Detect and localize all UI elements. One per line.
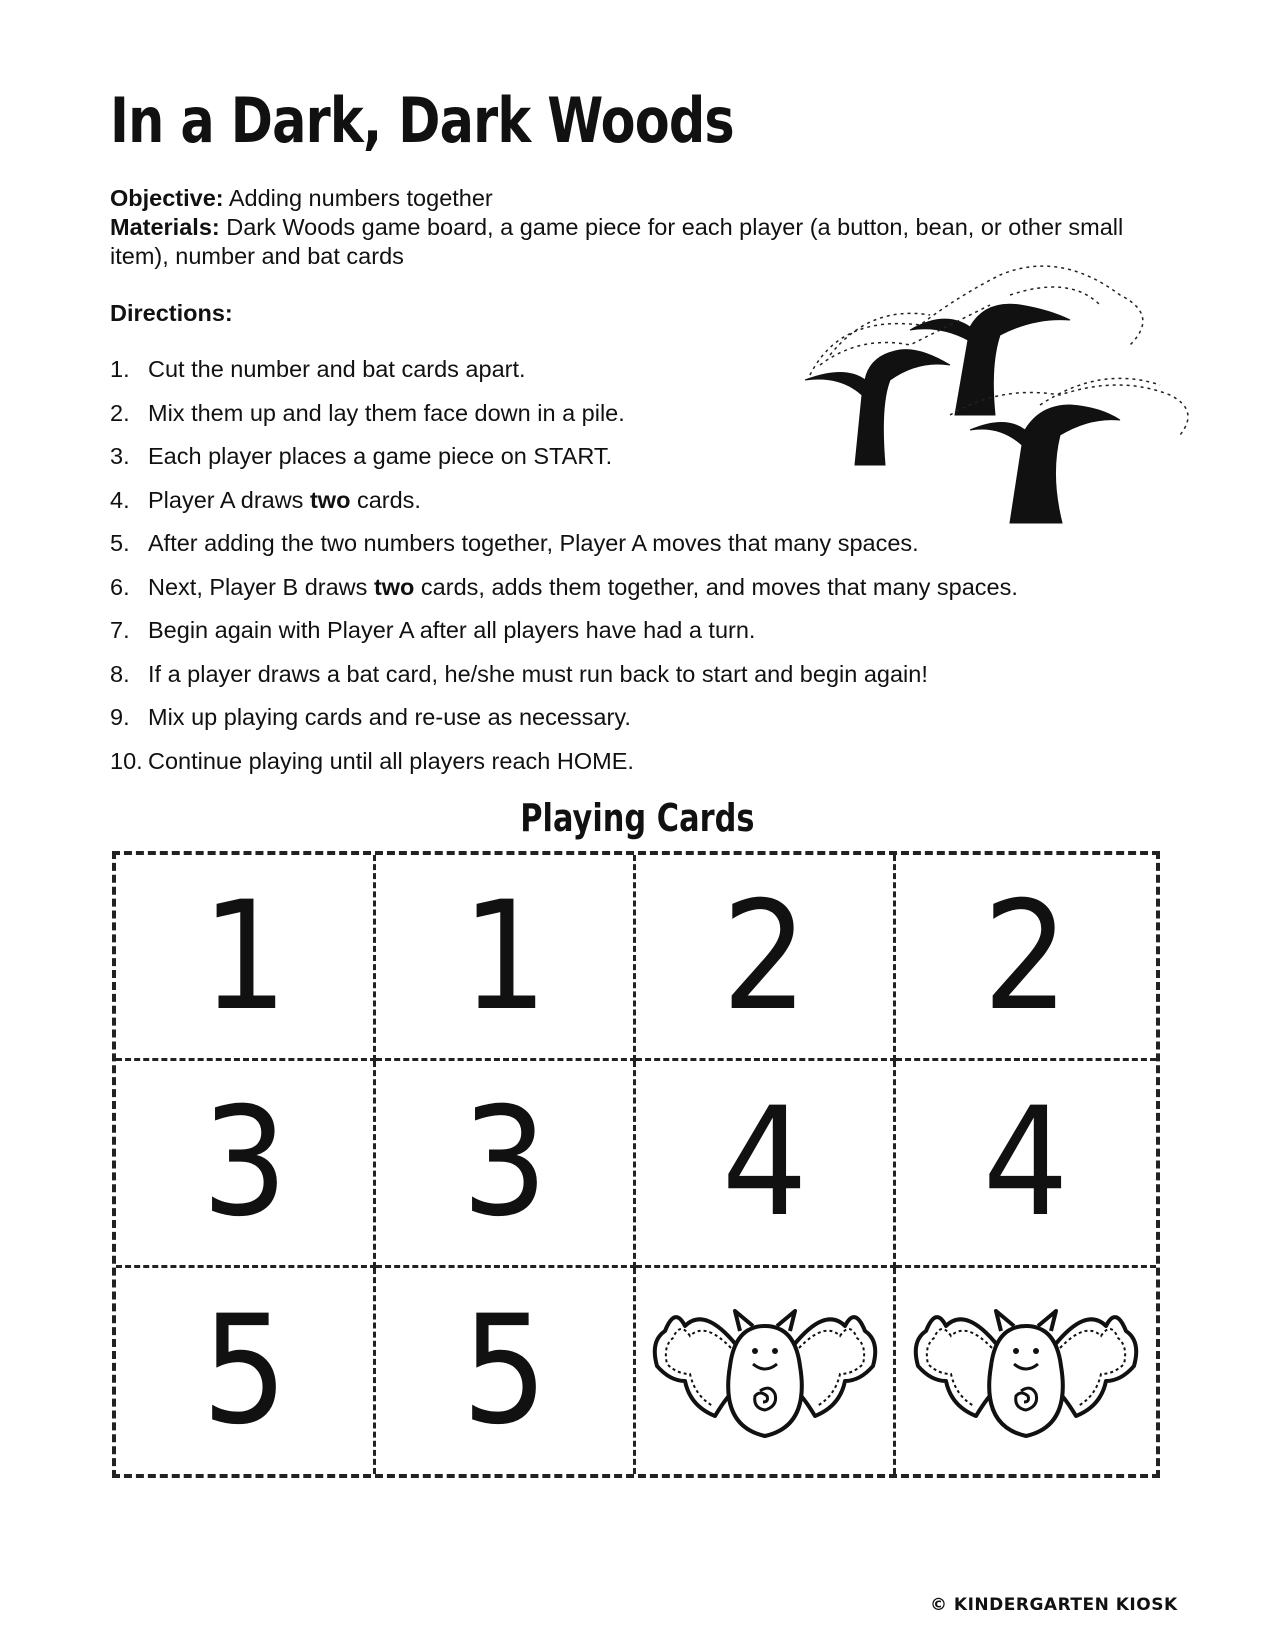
- card-number: 1: [201, 869, 288, 1044]
- step-text: [148, 748, 634, 792]
- card-number: 3: [201, 1075, 288, 1250]
- bat-card: [896, 1268, 1156, 1474]
- step-text: [148, 487, 421, 531]
- number-card: [376, 855, 636, 1061]
- direction-step: [110, 748, 1018, 792]
- step-text: [148, 443, 612, 487]
- bat-card: [636, 1268, 896, 1474]
- card-number: 4: [721, 1075, 808, 1250]
- step-emphasis: two: [373, 573, 415, 600]
- step-text: [148, 356, 526, 400]
- number-card: [636, 1061, 896, 1267]
- step-number: 7.: [110, 617, 130, 643]
- objective-text: Adding numbers together: [228, 185, 493, 211]
- card-number: 1: [461, 869, 548, 1044]
- step-text: [148, 661, 928, 705]
- objective-label: Objective:: [110, 185, 224, 211]
- step-text-part: cards.: [350, 486, 421, 513]
- cards-heading-text: Playing Cards: [520, 796, 755, 840]
- number-card: [376, 1061, 636, 1267]
- direction-step: [110, 574, 1018, 618]
- step-text-part: Mix them up and lay them face down in a pile.: [148, 399, 625, 426]
- step-text-part: cards, adds them together, and moves that many spaces.: [414, 573, 1018, 600]
- step-text: [148, 617, 755, 661]
- directions-heading: Directions:: [110, 300, 233, 326]
- step-text-part: Begin again with Player A after all players have had a turn.: [148, 617, 756, 643]
- materials-label: Materials:: [110, 214, 220, 240]
- step-text-part: Next, Player B draws: [148, 573, 374, 600]
- step-text-part: Each player places a game piece on START.: [148, 443, 613, 469]
- step-number: 5.: [110, 530, 130, 556]
- number-card: [896, 1061, 1156, 1267]
- number-card: [116, 855, 376, 1061]
- step-text-part: Cut the number and bat cards apart.: [148, 356, 526, 382]
- step-number: 6.: [110, 573, 130, 600]
- step-number: 10.: [110, 747, 143, 774]
- number-card: [116, 1268, 376, 1474]
- copyright-footer: © KINDERGARTEN KIOSK: [930, 1595, 1178, 1615]
- card-number: 4: [983, 1075, 1069, 1250]
- step-emphasis: two: [309, 486, 351, 513]
- step-number: 8.: [110, 660, 130, 687]
- step-number: 9.: [110, 704, 130, 730]
- step-number: 1.: [110, 356, 130, 382]
- page-title: In a Dark, Dark Woods: [110, 84, 734, 157]
- trees-illustration: [800, 255, 1210, 555]
- step-text-part: Continue playing until all players reach HOME.: [148, 747, 634, 774]
- materials-text: Dark Woods game board, a game piece for each player (a button, bean, or other small item), number and bat cards: [110, 214, 1124, 269]
- direction-step: [110, 661, 1018, 705]
- direction-step: [110, 704, 1018, 748]
- objective-line: [110, 184, 1130, 213]
- step-text-part: Player A draws: [148, 486, 310, 513]
- step-text-part: After adding the two numbers together, Player A moves that many spaces.: [148, 530, 919, 556]
- step-number: 4.: [110, 486, 130, 513]
- playing-cards-grid: [112, 851, 1160, 1478]
- cards-heading: [0, 796, 1275, 840]
- number-card: [116, 1061, 376, 1267]
- direction-step: [110, 617, 1018, 661]
- card-number: 2: [721, 869, 808, 1044]
- step-text: [148, 704, 631, 748]
- step-number: 3.: [110, 443, 130, 469]
- step-text: [148, 574, 1018, 618]
- number-card: [376, 1268, 636, 1474]
- card-number: 5: [201, 1283, 288, 1458]
- step-number: 2.: [110, 399, 130, 426]
- bat-icon: [645, 1286, 885, 1456]
- bat-icon: [906, 1286, 1146, 1456]
- card-number: 3: [461, 1075, 548, 1250]
- number-card: [636, 855, 896, 1061]
- step-text-part: If a player draws a bat card, he/she must run back to start and begin again!: [148, 660, 928, 687]
- step-text-part: Mix up playing cards and re-use as necessary.: [148, 704, 631, 730]
- card-number: 2: [983, 869, 1069, 1044]
- number-card: [896, 855, 1156, 1061]
- step-text: [148, 400, 625, 444]
- card-number: 5: [461, 1283, 548, 1458]
